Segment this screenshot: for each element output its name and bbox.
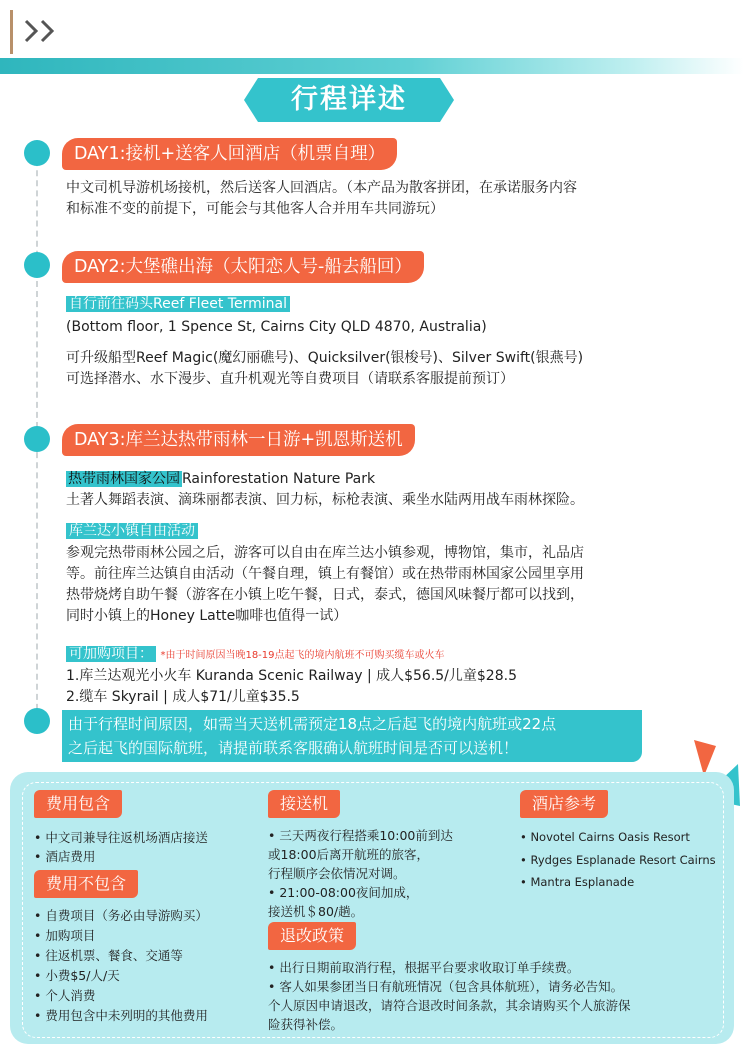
addon-label: 可加购项目： bbox=[66, 646, 156, 662]
addon-note: *由于时间原因当晚18-19点起飞的境内航班不可购买缆车或火车 bbox=[160, 650, 445, 661]
page-title: 行程详述 bbox=[291, 84, 407, 115]
fee-excluded-item: • 加购项目 bbox=[34, 926, 208, 946]
transfer-notice bbox=[62, 710, 642, 762]
addon-item: 1.库兰达观光小火车 Kuranda Scenic Railway | 成人$56.5/儿童$28.5 bbox=[66, 668, 517, 684]
fee-included-item: • 中文司兼导往返机场酒店接送 bbox=[34, 828, 208, 847]
transfer-details bbox=[268, 826, 453, 921]
day1-line: 和标准不变的前提下，可能会与其他客人合并用车共同游玩） bbox=[66, 201, 444, 217]
timeline-dot-day2 bbox=[24, 252, 50, 278]
hotel-item: • Mantra Esplanade bbox=[520, 871, 716, 894]
fee-excluded-item: • 个人消费 bbox=[34, 986, 208, 1006]
hotel-item: • Rydges Esplanade Resort Cairns bbox=[520, 849, 716, 872]
day2-terminal-highlight: 自行前往码头Reef Fleet Terminal bbox=[66, 296, 290, 312]
hotels-tag: 酒店参考 bbox=[520, 790, 608, 818]
header-accent-bar bbox=[10, 10, 13, 54]
fee-included-tag: 费用包含 bbox=[34, 790, 122, 818]
timeline-dot-day3 bbox=[24, 426, 50, 452]
day2-options bbox=[66, 348, 583, 390]
notice-line: 由于行程时间原因，如需当天送机需预定18点之后起飞的境内航班或22点 bbox=[68, 715, 557, 733]
fee-excluded-item: • 自费项目（务必由导游购买） bbox=[34, 906, 208, 926]
transfer-line: 接送机＄80/趟。 bbox=[268, 904, 364, 919]
day1-title: DAY1:接机+送客人回酒店（机票自理） bbox=[62, 138, 397, 170]
day3-town-heading bbox=[66, 521, 198, 542]
day3-town-line: 参观完热带雨林公园之后，游客可以自由在库兰达小镇参观，博物馆，集市，礼品店 bbox=[66, 545, 584, 561]
refund-details bbox=[268, 958, 631, 1034]
transfer-line: • 21:00-08:00夜间加成， bbox=[268, 885, 419, 900]
day3-town-line: 等。前往库兰达镇自由活动（午餐自理，镇上有餐馆）或在热带雨林国家公园里享用 bbox=[66, 566, 584, 582]
fee-excluded-list bbox=[34, 906, 208, 1026]
day3-town-highlight: 库兰达小镇自由活动 bbox=[66, 523, 198, 539]
day3-park-name: Rainforestation Nature Park bbox=[182, 471, 376, 487]
timeline-dot-day1 bbox=[24, 140, 50, 166]
day2-line: 可升级船型Reef Magic(魔幻丽礁号)、Quicksilver(银梭号)、Silver Swift(银燕号) bbox=[66, 350, 584, 366]
addon-item: 2.缆车 Skyrail | 成人$71/儿童$35.5 bbox=[66, 689, 300, 705]
fee-included-list bbox=[34, 828, 208, 866]
day2-title: DAY2:大堡礁出海（太阳恋人号-船去船回） bbox=[62, 251, 424, 283]
day3-addons bbox=[66, 666, 517, 708]
day2-line: 可选择潜水、水下漫步、直升机观光等自费项目（请联系客服提前预订） bbox=[66, 371, 514, 387]
section-title-ribbon bbox=[244, 78, 454, 122]
refund-tag: 退改政策 bbox=[268, 922, 356, 950]
refund-line: 险获得补偿。 bbox=[268, 1017, 344, 1032]
fee-excluded-item: • 费用包含中未列明的其他费用 bbox=[34, 1006, 208, 1026]
day2-address: (Bottom floor, 1 Spence St, Cairns City QLD 4870, Australia) bbox=[66, 319, 487, 335]
refund-line: 个人原因申请退改，请符合退改时间条款，其余请购买个人旅游保 bbox=[268, 998, 631, 1013]
day3-park-highlight: 热带雨林国家公园 bbox=[68, 471, 180, 487]
transfer-line: 行程顺序会依情况对调。 bbox=[268, 866, 406, 881]
day3-town-line: 同时小镇上的Honey Latte咖啡也值得一试） bbox=[66, 608, 348, 624]
fee-excluded-item: • 小费$5/人/天 bbox=[34, 966, 208, 986]
day3-town-line: 热带烧烤自助午餐（游客在小镇上吃午餐，日式，泰式，德国风味餐厅都可以找到， bbox=[66, 587, 584, 603]
hotel-item: • Novotel Cairns Oasis Resort bbox=[520, 826, 716, 849]
refund-line: • 出行日期前取消行程，根据平台要求收取订单手续费。 bbox=[268, 960, 580, 975]
day1-line: 中文司机导游机场接机，然后送客人回酒店。（本产品为散客拼团，在承诺服务内容 bbox=[66, 180, 577, 196]
day1-description bbox=[66, 178, 577, 220]
hotel-list bbox=[520, 826, 716, 894]
day3-title: DAY3:库兰达热带雨林一日游+凯恩斯送机 bbox=[62, 424, 415, 456]
refund-line: • 客人如果参团当日有航班情况（包含具体航班），请务必告知。 bbox=[268, 979, 624, 994]
fee-excluded-item: • 往返机票、餐食、交通等 bbox=[34, 946, 208, 966]
day3-park-heading bbox=[66, 469, 375, 490]
day3-town-description bbox=[66, 543, 584, 627]
day3-park-activities: 土著人舞蹈表演、滴珠丽都表演、回力标，标枪表演、乘坐水陆两用战车雨林探险。 bbox=[66, 492, 584, 508]
header-gradient-band bbox=[0, 58, 744, 74]
transfer-line: • 三天两夜行程搭乘10:00前到达 bbox=[268, 828, 453, 843]
day3-addon-heading bbox=[66, 644, 445, 666]
fee-included-item: • 酒店费用 bbox=[34, 847, 208, 866]
double-chevron-icon bbox=[22, 16, 66, 46]
fee-excluded-tag: 费用不包含 bbox=[34, 870, 138, 898]
timeline-dot-notice bbox=[24, 708, 50, 734]
day2-terminal bbox=[66, 294, 290, 315]
transfer-line: 或18:00后离开航班的旅客， bbox=[268, 847, 430, 862]
transfer-tag: 接送机 bbox=[268, 790, 340, 818]
notice-line: 之后起飞的国际航班，请提前联系客服确认航班时间是否可以送机！ bbox=[68, 739, 519, 757]
